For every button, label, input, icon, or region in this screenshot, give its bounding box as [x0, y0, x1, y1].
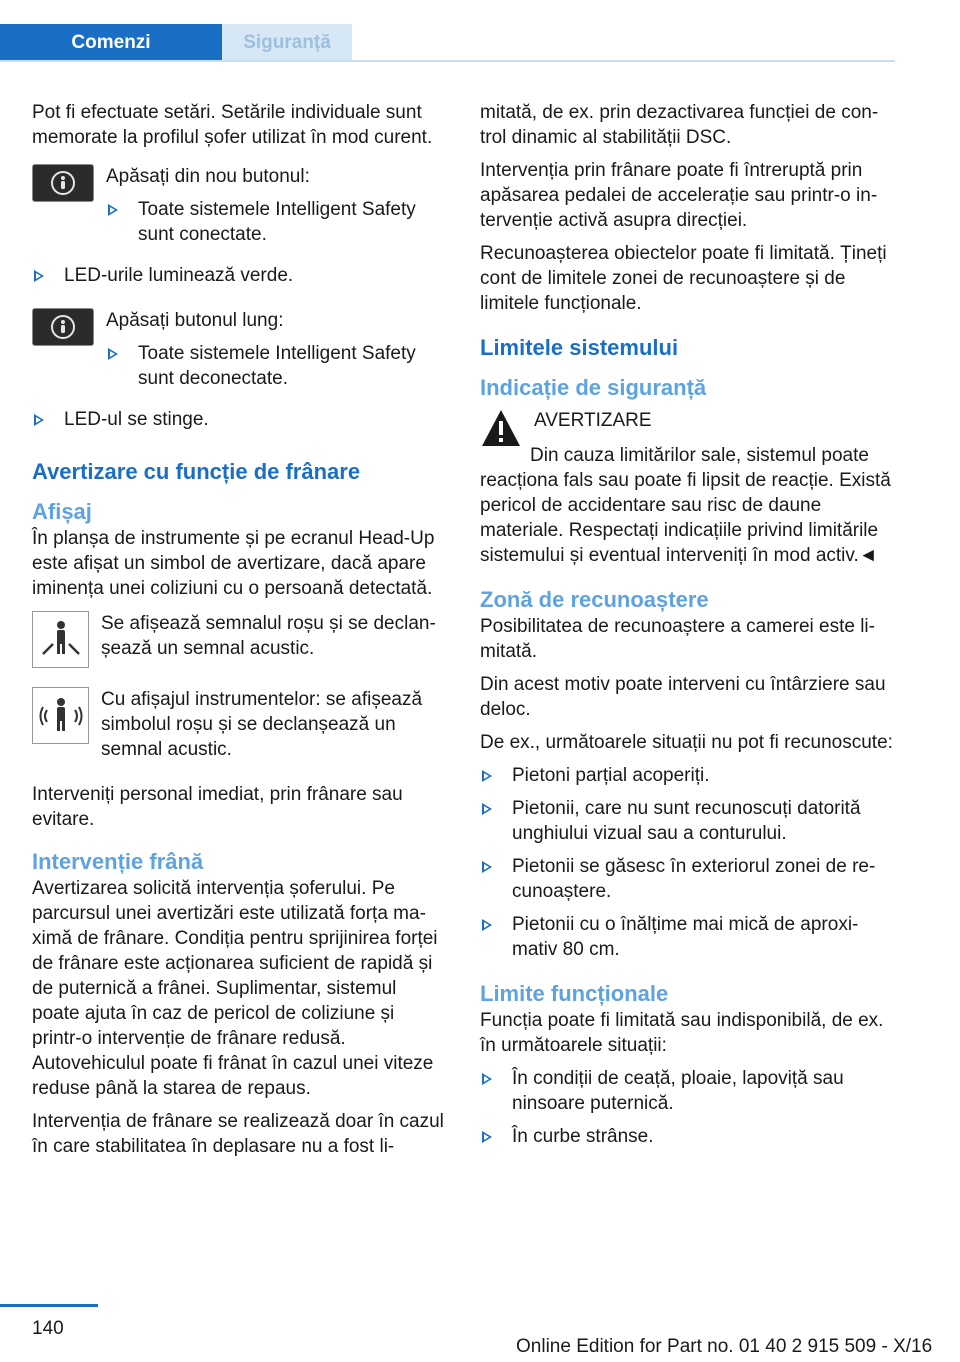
page-header	[0, 0, 895, 62]
page-number: 140	[32, 1318, 64, 1339]
zona-paragraph-3: De ex., următoarele situații nu pot fi recunoscute:	[480, 732, 893, 753]
interventie-paragraph-2: Intervenția de frânare se realizează doar în cazul în care stabilitatea în deplasare nu a fost li-	[32, 1111, 444, 1157]
footer-divider	[0, 1304, 98, 1307]
interveniti-paragraph: Interveniți personal imediat, prin frânare sau evitare.	[32, 784, 403, 830]
tab-siguranta[interactable]: Siguranță	[222, 24, 352, 62]
afisaj-paragraph: În planșa de instrumente și pe ecranul Head-Up este afișat un simbol de avertizare, dacă apare iminența unei coliziuni cu o persoană detectată.	[32, 528, 435, 599]
limite-paragraph: Funcția poate fi limitată sau indisponibilă, de ex. în următoarele situații:	[480, 1010, 884, 1056]
dsc-paragraph: mitată, de ex. prin dezactivarea funcției de control dinamic al stabilității DSC.	[480, 102, 879, 148]
bullet-triangle-icon	[34, 414, 44, 426]
bullet-triangle-icon	[482, 1131, 492, 1143]
zona-paragraph-1: Posibilitatea de recunoaștere a camerei este limitată.	[480, 616, 875, 662]
warning-title: AVERTIZARE	[534, 410, 652, 431]
sign2-text: Cu afișajul instrumentelor: se afișează simbolul roșu și se declanșează un semnal acustic.	[101, 689, 423, 760]
list-item: În curbe strânse.	[480, 1124, 896, 1149]
interrupt-paragraph: Intervenția prin frânare poate fi întreruptă prin apăsarea pedalei de accelerație sau printr-o intervenție activă asupra direcției.	[480, 160, 878, 231]
list-item: Pietonii, care nu sunt recunoscuți datorită unghiului vizual sau a conturului.	[480, 796, 896, 846]
pedestrian-instrument-row	[32, 687, 448, 770]
list-item: LED-urile luminează verde.	[32, 263, 448, 288]
header-divider	[0, 60, 895, 62]
bullet-triangle-icon	[482, 803, 492, 815]
zona-paragraph-2: Din acest motiv poate interveni cu întârziere sau deloc.	[480, 674, 886, 720]
safety-button-icon	[32, 164, 94, 255]
bullet-triangle-icon	[482, 919, 492, 931]
pedestrian-warning-icon	[32, 611, 89, 669]
list-item: În condiții de ceață, ploaie, lapoviță sau ninsoare puternică.	[480, 1066, 896, 1116]
heading-interventie: Intervenție frână	[32, 849, 204, 874]
pedestrian-sign-row	[32, 611, 448, 669]
sign1-text: Se afișează semnalul roșu și se declanșează un semnal acustic.	[101, 613, 436, 659]
press-long-text: Apăsați butonul lung:	[106, 310, 284, 331]
list-item: Pietoni parțial acoperiți.	[480, 763, 896, 788]
heading-zona: Zonă de recunoaștere	[480, 587, 709, 612]
recognition-paragraph: Recunoașterea obiectelor poate fi limitată. Țineți cont de limitele zonei de recunoaștere și de limitele funcționale.	[480, 243, 887, 314]
bullet-triangle-icon	[482, 1073, 492, 1085]
bullet-triangle-icon	[482, 770, 492, 782]
bullet-triangle-icon	[482, 861, 492, 873]
heading-indicatie: Indicație de siguranță	[480, 375, 707, 400]
bullet-triangle-icon	[108, 348, 118, 360]
warning-triangle-icon	[480, 408, 522, 455]
heading-limite-functionale: Limite funcționale	[480, 981, 669, 1006]
intro-paragraph: Pot fi efectuate setări. Setările individuale sunt memorate la profilul șofer utilizat în mod curent.	[32, 102, 433, 148]
warning-text: Din cauza limitărilor sale, sistemul poate reacționa fals sau poate fi lipsit de reacție. Există pericol de accidentare sau risc de daune materiale. Respectați indicațiile privind limitările sistemului și eventual interveniți în mod activ.◄	[480, 445, 891, 566]
list-item: Pietonii se găsesc în exteriorul zonei de recunoaștere.	[480, 854, 896, 904]
press-again-text: Apăsați din nou butonul:	[106, 166, 310, 187]
footer-edition: Online Edition for Part no. 01 40 2 915 509 - X/16	[516, 1336, 933, 1357]
pedestrian-acoustic-icon	[32, 687, 89, 770]
heading-limitele: Limitele sistemului	[480, 335, 679, 360]
heading-avertizare: Avertizare cu funcție de frânare	[32, 459, 361, 484]
bullet-triangle-icon	[34, 270, 44, 282]
left-column	[32, 100, 448, 1167]
list-item: Toate sistemele Intelligent Safety sunt deconectate.	[106, 341, 448, 391]
list-item: Toate sistemele Intelligent Safety sunt conectate.	[106, 197, 448, 247]
list-item: Pietonii cu o înălțime mai mică de aproximativ 80 cm.	[480, 912, 896, 962]
list-item: LED-ul se stinge.	[32, 407, 448, 432]
interventie-paragraph-1: Avertizarea solicită intervenția șoferului. Pe parcursul unei avertizări este utilizată forța maximă de frânare. Condiția pentru sprijinirea forței de frânare este acționarea suficient de rapidă și de puternică a frânei. Suplimentar, sistemul poate ajuta în caz de pericol de coliziune și printr-o intervenție de frânare redusă. Autovehiculul poate fi frânat în cazul unei viteze reduse până la starea de repaus.	[32, 878, 438, 1099]
right-column	[480, 100, 896, 1157]
bullet-triangle-icon	[108, 204, 118, 216]
button-press-long-row	[32, 308, 448, 399]
heading-afisaj: Afișaj	[32, 499, 92, 524]
button-press-again-row	[32, 164, 448, 255]
tab-comenzi[interactable]: Comenzi	[0, 24, 222, 62]
safety-button-icon	[32, 308, 94, 399]
